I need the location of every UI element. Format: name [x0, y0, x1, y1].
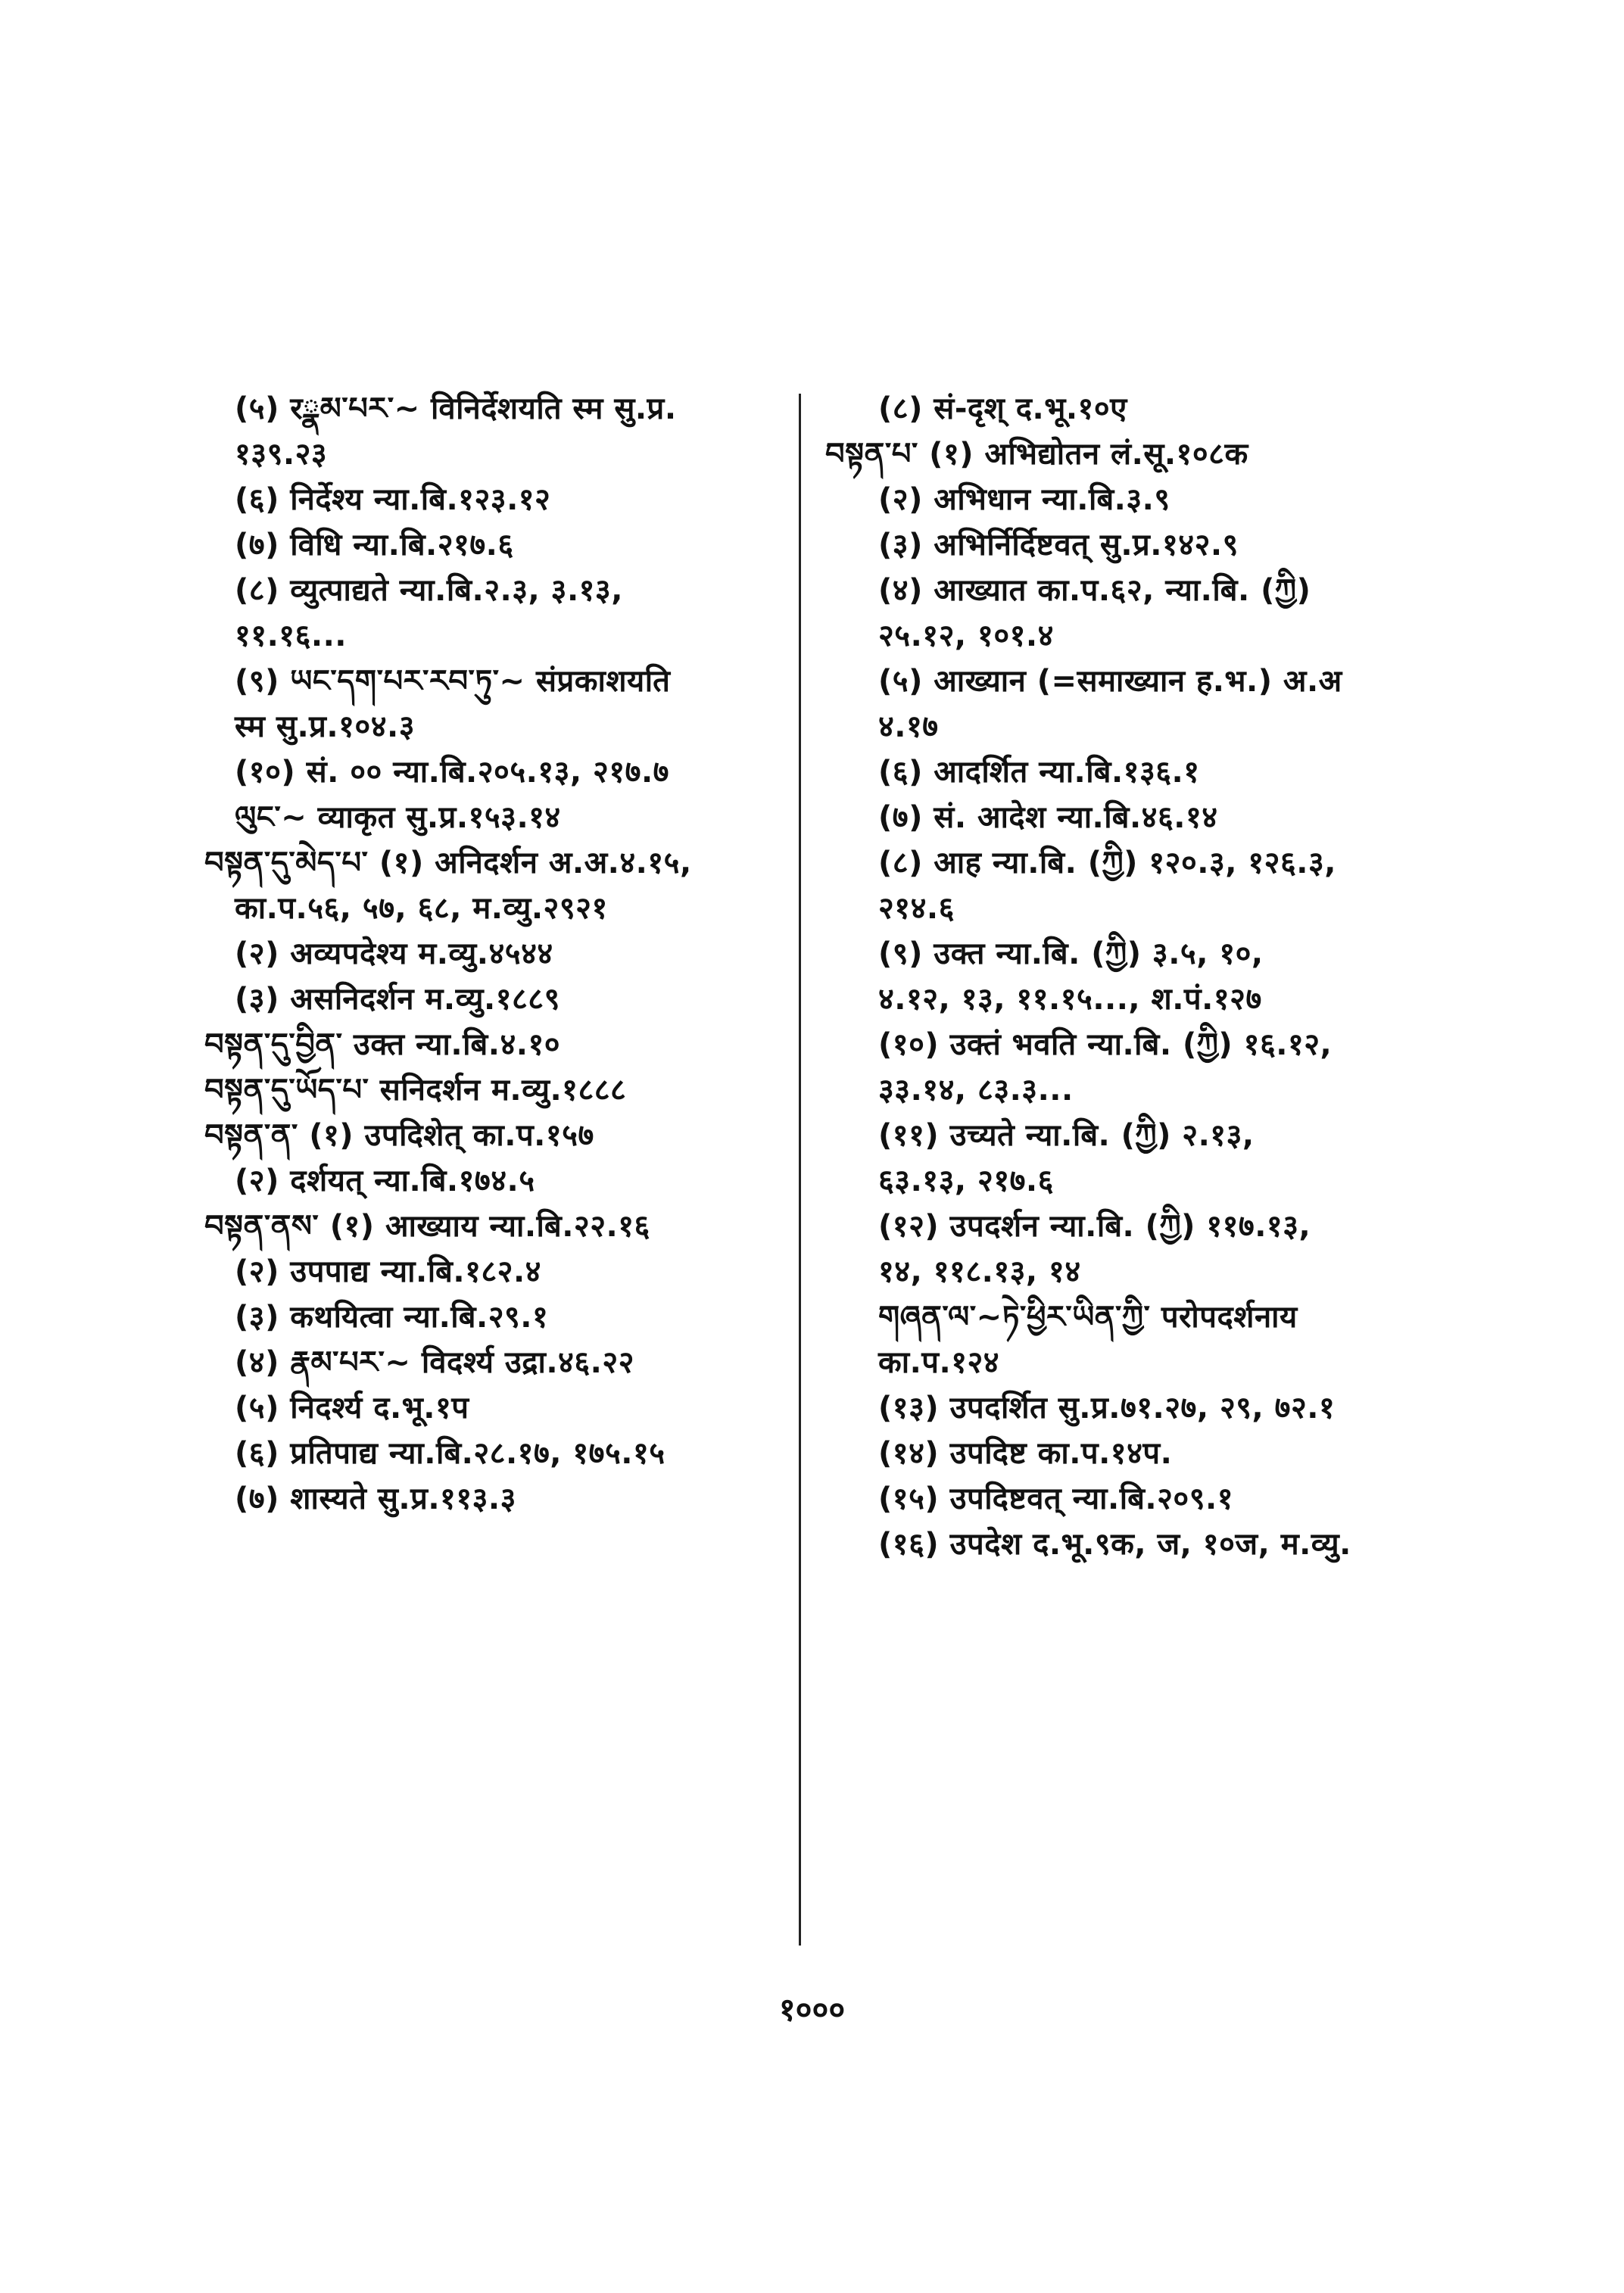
dictionary-line: ལུང་~ व्याकृत सु.प्र.१५३.१४ — [235, 800, 561, 835]
dictionary-line: १३९.२३ — [235, 437, 328, 472]
dictionary-line: (६) प्रतिपाद्य न्या.बि.२८.१७, १७५.१५ — [235, 1436, 665, 1471]
dictionary-line: བསྟན་ནས་ (१) आख्याय न्या.बि.२२.१६ — [204, 1209, 650, 1244]
dictionary-line: (५) रྣམ་པར་~ विनिर्देशयति स्म सु.प्र. — [235, 391, 677, 426]
column-divider — [799, 394, 801, 1946]
dictionary-line: (१३) उपदर्शित सु.प्र.७१.२७, २९, ७२.१ — [878, 1391, 1336, 1425]
dictionary-line: (२) दर्शयत् न्या.बि.१७४.५ — [235, 1164, 535, 1198]
dictionary-line: ४.१७ — [878, 709, 939, 744]
page-number: १००० — [778, 1991, 846, 2028]
dictionary-line: १४, ११८.१३, १४ — [878, 1254, 1081, 1289]
dictionary-line: (६) आदर्शित न्या.बि.१३६.१ — [878, 755, 1200, 790]
dictionary-line: བསྟན་དུ་ཡོད་པ་ सनिदर्शन म.व्यु.१८८८ — [204, 1073, 627, 1108]
dictionary-line: བསྟན་དུ་མེད་པ་ (१) अनिदर्शन अ.अ.४.१५, — [204, 846, 692, 880]
dictionary-line: (५) निदर्श्य द.भू.१प — [235, 1391, 469, 1425]
dictionary-line: २५.१२, १०१.४ — [878, 618, 1054, 653]
dictionary-line: ११.१६... — [235, 618, 347, 653]
dictionary-line: བསྟན་ན་ (१) उपदिशेत् का.प.१५७ — [204, 1118, 594, 1153]
dictionary-line: (१०) उक्तं भवति न्या.बि. (ཀྱི) १६.१२, — [878, 1027, 1333, 1062]
dictionary-line: (९) ཡང་དག་པར་རབ་ཏུ་~ संप्रकाशयति — [235, 664, 671, 699]
dictionary-line: का.प.५६, ५७, ६८, म.व्यु.२९२१ — [235, 891, 608, 926]
right-column — [825, 386, 1446, 1567]
dictionary-line: (४) རྣམ་པར་~ विदर्श्य उद्रा.४६.२२ — [235, 1345, 634, 1380]
dictionary-line: (२) अभिधान न्या.बि.३.९ — [878, 482, 1170, 517]
dictionary-line: (८) व्युत्पाद्यते न्या.बि.२.३, ३.१३, — [235, 573, 623, 608]
dictionary-line: (७) विधि न्या.बि.२१७.६ — [235, 528, 514, 562]
dictionary-line: (१६) उपदेश द.भू.९क, ज, १०ज, म.व्यु. — [878, 1527, 1351, 1562]
dictionary-line: (६) निर्देश्य न्या.बि.१२३.१२ — [235, 482, 551, 517]
dictionary-line: स्म सु.प्र.१०४.३ — [235, 709, 415, 744]
dictionary-line: ६३.१३, २१७.६ — [878, 1164, 1054, 1198]
dictionary-line: २१४.६ — [878, 891, 955, 926]
dictionary-line: (१५) उपदिष्टवत् न्या.बि.२०९.१ — [878, 1481, 1233, 1516]
dictionary-line: (२) उपपाद्य न्या.बि.१८२.४ — [235, 1254, 541, 1289]
dictionary-line: ४.१२, १३, ११.१५..., श.पं.१२७ — [878, 982, 1262, 1017]
dictionary-line: (१०) सं. ०० न्या.बि.२०५.१३, २१७.७ — [235, 755, 669, 790]
dictionary-line: (७) शास्यते सु.प्र.११३.३ — [235, 1481, 516, 1516]
dictionary-line: का.प.१२४ — [878, 1345, 1000, 1380]
dictionary-line: (३) अभिर्निर्दिष्टवत् सु.प्र.१४२.९ — [878, 528, 1239, 562]
dictionary-line: (११) उच्यते न्या.बि. (ཀྱི) २.१३, — [878, 1118, 1255, 1153]
dictionary-line: གཞན་ལ་~ཏེ་ཕྱིར་ཡིན་ཀྱི་ परोपदर्शनाय — [878, 1300, 1298, 1335]
dictionary-line: (४) आख्यात का.प.६२, न्या.बि. (ཀྱི) — [878, 573, 1311, 608]
dictionary-line: བསྟན་དུ་བྱིན་ उक्त न्या.बि.४.१० — [204, 1027, 561, 1062]
dictionary-line: (५) आख्यान (=समाख्यान ह.भ.) अ.अ — [878, 664, 1342, 699]
dictionary-line: (९) उक्त न्या.बि. (ཀྱི) ३.५, १०, — [878, 936, 1264, 971]
dictionary-line: (८) सं-दृश् द.भू.१०ए — [878, 391, 1127, 426]
left-column — [204, 386, 780, 1522]
dictionary-line: (८) आह न्या.बि. (ཀྱི) १२०.३, १२६.३, — [878, 846, 1336, 880]
dictionary-line: (१४) उपदिष्ट का.प.१४प. — [878, 1436, 1173, 1471]
dictionary-line: (३) असनिदर्शन म.व्यु.१८८९ — [235, 982, 560, 1017]
dictionary-line: བསྟན་པ་ (१) अभिद्योतन लं.सू.१०८क — [825, 437, 1248, 472]
dictionary-line: (२) अव्यपदेश्य म.व्यु.४५४४ — [235, 936, 553, 971]
dictionary-line: (१२) उपदर्शन न्या.बि. (ཀྱི) ११७.१३, — [878, 1209, 1311, 1244]
dictionary-line: (३) कथयित्वा न्या.बि.२९.१ — [235, 1300, 549, 1335]
dictionary-line: ३३.१४, ८३.३... — [878, 1073, 1074, 1108]
dictionary-line: (७) सं. आदेश न्या.बि.४६.१४ — [878, 800, 1218, 835]
